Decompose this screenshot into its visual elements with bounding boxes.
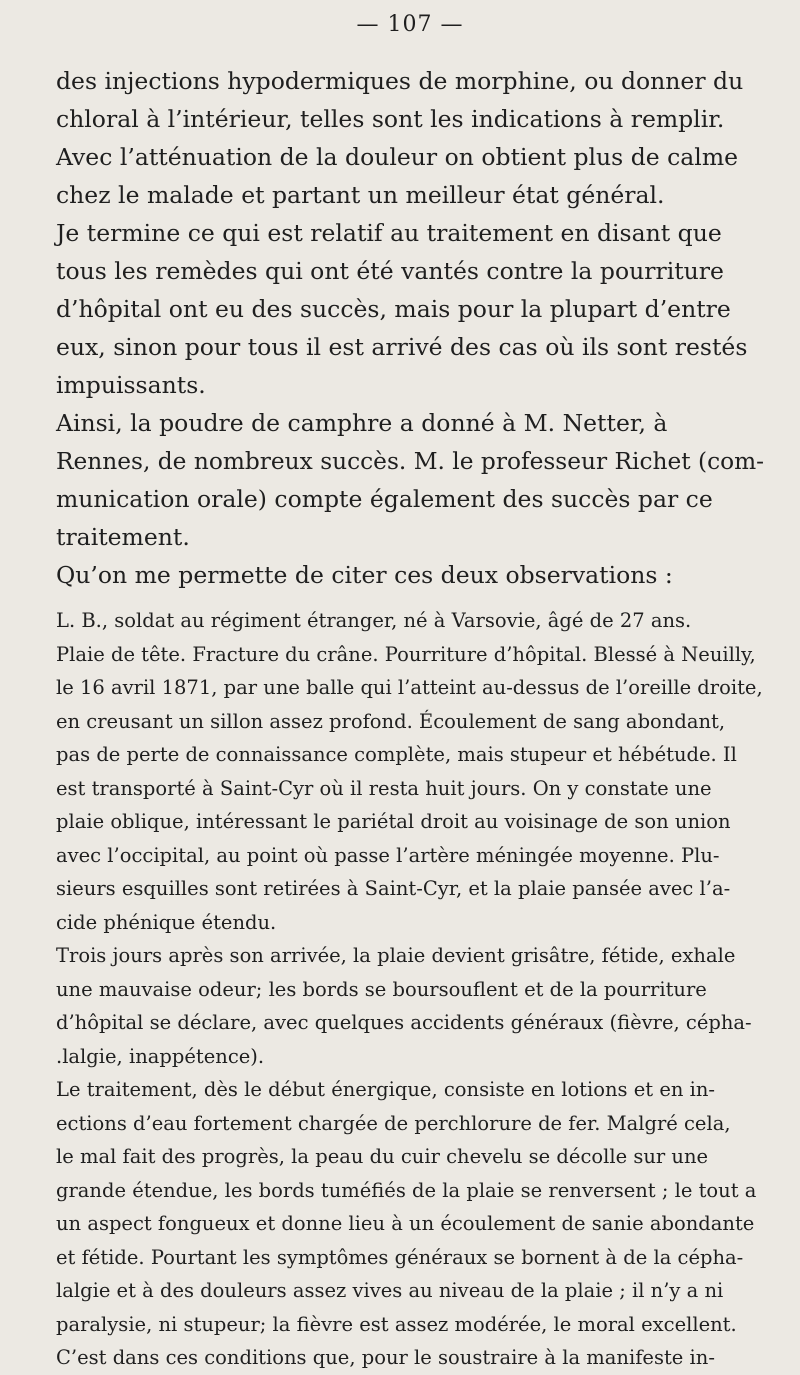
text-line: Je termine ce qui est relatif au traitement en disant que [56,219,722,247]
observation-line: un aspect fongueux et donne lieu à un écoulement de sanie abondante [56,1212,755,1235]
text-line: d’hôpital ont eu des succès, mais pour la plupart d’entre [56,295,731,323]
observation-line: plaie oblique, intéressant le pariétal droit au voisinage de son union [56,810,731,833]
observation-line: lalgie et à des douleurs assez vives au niveau de la plaie ; il n’y a ni [56,1279,724,1302]
observation-line: une mauvaise odeur; les bords se boursouflent et de la pourriture [56,977,707,1001]
observation-text [56,604,764,1375]
observation-line: pas de perte de connaissance complète, mais stupeur et hébétude. Il [56,743,737,766]
text-line: Avec l’atténuation de la douleur on obtient plus de calme [56,143,739,171]
text-line: impuissants. [56,371,206,399]
observation-line: le 16 avril 1871, par une balle qui l’atteint au-dessus de l’oreille droite, [56,676,763,699]
observation-line: en creusant un sillon assez profond. Écoulement de sang abondant, [56,709,726,733]
text-line: munication orale) compte également des succès par ce [56,485,713,513]
text-line: Ainsi, la poudre de camphre a donné à M. Netter, à [56,409,668,437]
observation-line: d’hôpital se déclare, avec quelques accidents généraux (fièvre, cépha- [56,1011,752,1034]
main-text [56,62,764,594]
observation-line: Trois jours après son arrivée, la plaie devient grisâtre, fétide, exhale [56,944,736,967]
observation-line: sieurs esquilles sont retirées à Saint-Cyr, et la plaie pansée avec l’a- [56,877,731,900]
observation-line: grande étendue, les bords tuméfiés de la plaie se renversent ; le tout a [56,1178,757,1202]
observation-line: est transporté à Saint-Cyr où il resta huit jours. On y constate une [56,776,712,800]
observation-line: L. B., soldat au régiment étranger, né à Varsovie, âgé de 27 ans. [56,609,692,632]
observation-line: le mal fait des progrès, la peau du cuir chevelu se décolle sur une [56,1145,709,1168]
text-line: eux, sinon pour tous il est arrivé des cas où ils sont restés [56,333,748,361]
observation-line: Le traitement, dès le début énergique, consiste en lotions et en in- [56,1078,716,1101]
observation-line: ections d’eau fortement chargée de perchlorure de fer. Malgré cela, [56,1111,731,1135]
text-line: Rennes, de nombreux succès. M. le professeur Richet (com- [56,447,765,475]
text-line: chloral à l’intérieur, telles sont les indications à remplir. [56,105,725,133]
text-line: tous les remèdes qui ont été vantés contre la pourriture [56,257,724,285]
observation-line: C’est dans ces conditions que, pour le soustraire à la manifeste in- [56,1346,715,1369]
observation-line: cide phénique étendu. [56,910,277,934]
observation-line: Plaie de tête. Fracture du crâne. Pourriture d’hôpital. Blessé à Neuilly, [56,642,756,666]
observation-line: et fétide. Pourtant les symptômes généraux se bornent à de la cépha- [56,1245,744,1269]
observation-line: paralysie, ni stupeur; la fièvre est assez modérée, le moral excellent. [56,1312,737,1336]
observation-line: .lalgie, inappétence). [56,1044,265,1068]
text-line: des injections hypodermiques de morphine, ou donner du [56,67,744,95]
observation-line: avec l’occipital, au point où passe l’artère méningée moyenne. Plu- [56,843,720,867]
page-number: — 107 — [356,12,464,37]
text-line: Qu’on me permette de citer ces deux observations : [56,561,673,589]
text-line: traitement. [56,523,190,551]
text-line: chez le malade et partant un meilleur état général. [56,181,665,209]
